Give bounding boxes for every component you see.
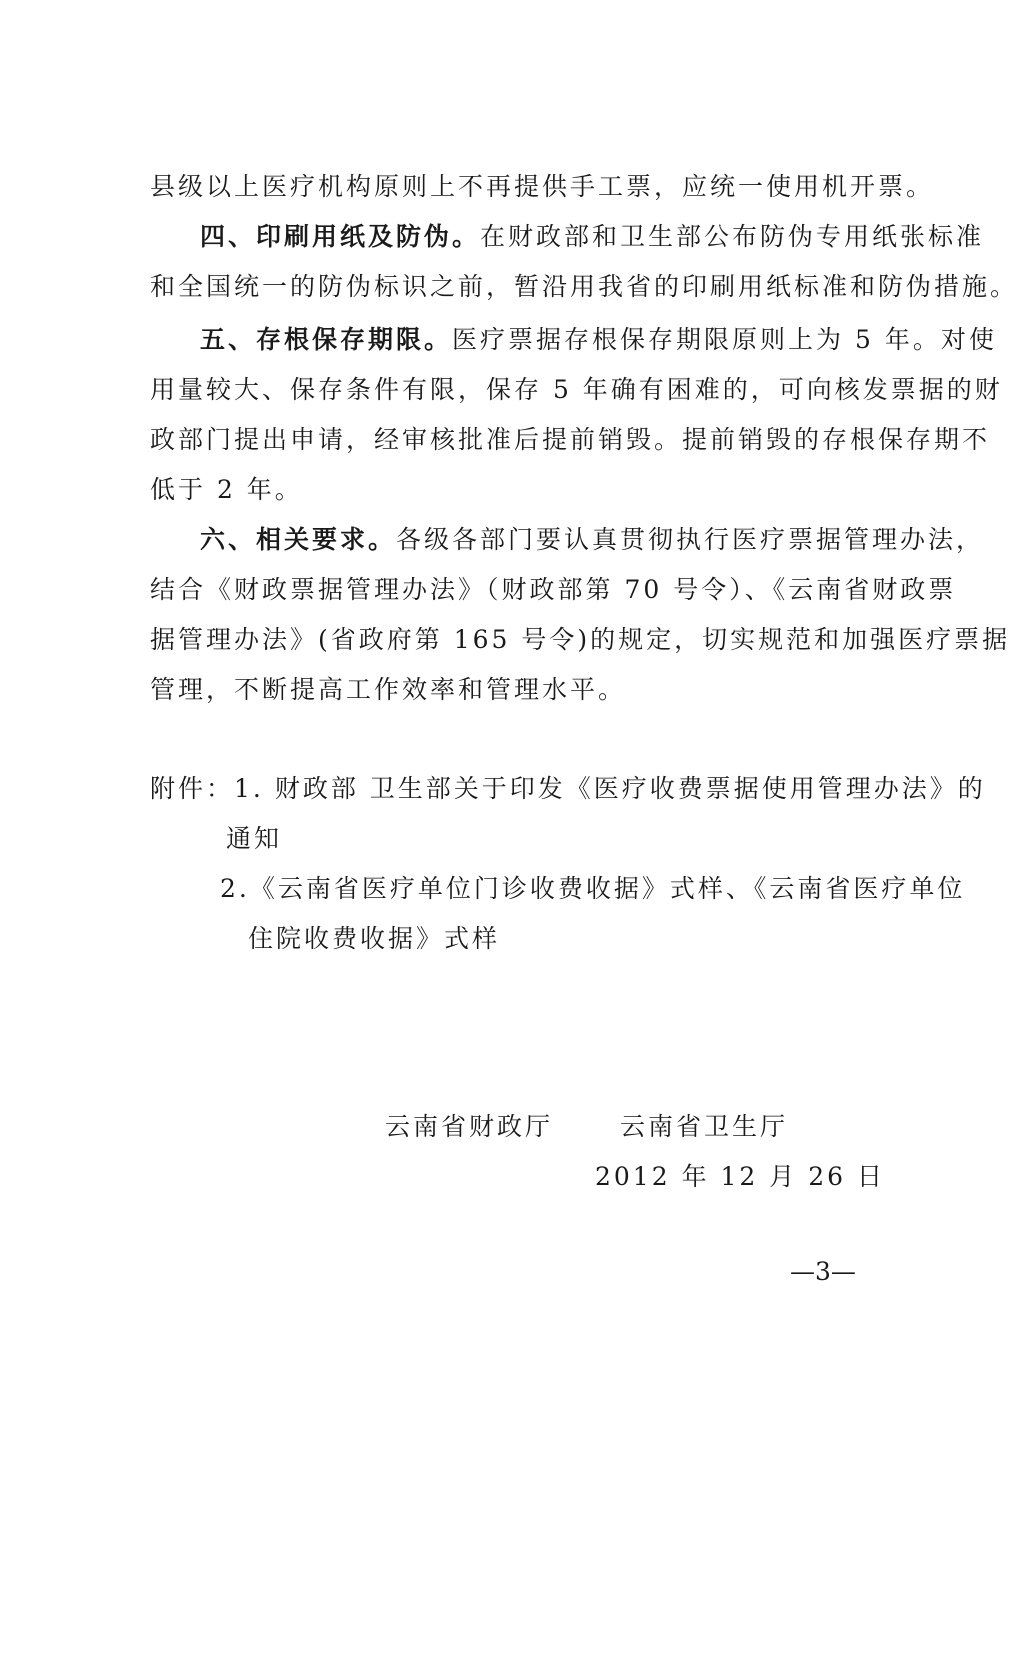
paragraph-line: 低于 2 年。 xyxy=(150,475,303,504)
attachment-item-2: 2.《云南省医疗单位门诊收费收据》式样、《云南省医疗单位 xyxy=(220,874,966,903)
section-5-heading: 五、存根保存期限。 xyxy=(200,325,453,354)
paragraph-line: 政部门提出申请，经审核批准后提前销毁。提前销毁的存根保存期不 xyxy=(150,425,991,454)
signature-org-finance: 云南省财政厅 xyxy=(385,1112,554,1141)
paragraph-line: 据管理办法》(省政府第 165 号令)的规定，切实规范和加强医疗票据 xyxy=(150,625,1011,654)
page-number: —3— xyxy=(790,1257,856,1286)
section-6-heading: 六、相关要求。 xyxy=(200,525,397,554)
attachment-item-1-cont: 通知 xyxy=(226,824,283,853)
section-6-text: 各级各部门要认真贯彻执行医疗票据管理办法， xyxy=(396,525,985,554)
paragraph-line: 县级以上医疗机构原则上不再提供手工票，应统一使用机开票。 xyxy=(150,172,935,201)
section-6-paragraph xyxy=(200,523,985,557)
section-4-paragraph xyxy=(200,220,985,254)
section-5-text: 医疗票据存根保存期限原则上为 5 年。对使 xyxy=(452,325,997,354)
attachment-item-2-cont: 住院收费收据》式样 xyxy=(248,924,501,953)
paragraph-line: 和全国统一的防伪标识之前，暂沿用我省的印刷用纸标准和防伪措施。 xyxy=(150,272,1019,301)
section-5-paragraph xyxy=(200,323,997,357)
paragraph-line: 结合《财政票据管理办法》（财政部第 70 号令）、《云南省财政票 xyxy=(150,575,957,604)
section-4-text: 在财政部和卫生部公布防伪专用纸张标准 xyxy=(480,222,985,251)
section-4-heading: 四、印刷用纸及防伪。 xyxy=(200,222,481,251)
signature-date: 2012 年 12 月 26 日 xyxy=(595,1162,885,1191)
paragraph-line: 用量较大、保存条件有限，保存 5 年确有困难的，可向核发票据的财 xyxy=(150,375,1003,404)
signature-org-health: 云南省卫生厅 xyxy=(620,1112,789,1141)
attachment-item-1 xyxy=(150,772,986,806)
attachment-item-1-text: 1. 财政部 卫生部关于印发《医疗收费票据使用管理办法》的 xyxy=(234,774,986,803)
attachments-label: 附件： xyxy=(150,774,235,803)
paragraph-line: 管理，不断提高工作效率和管理水平。 xyxy=(150,675,627,704)
